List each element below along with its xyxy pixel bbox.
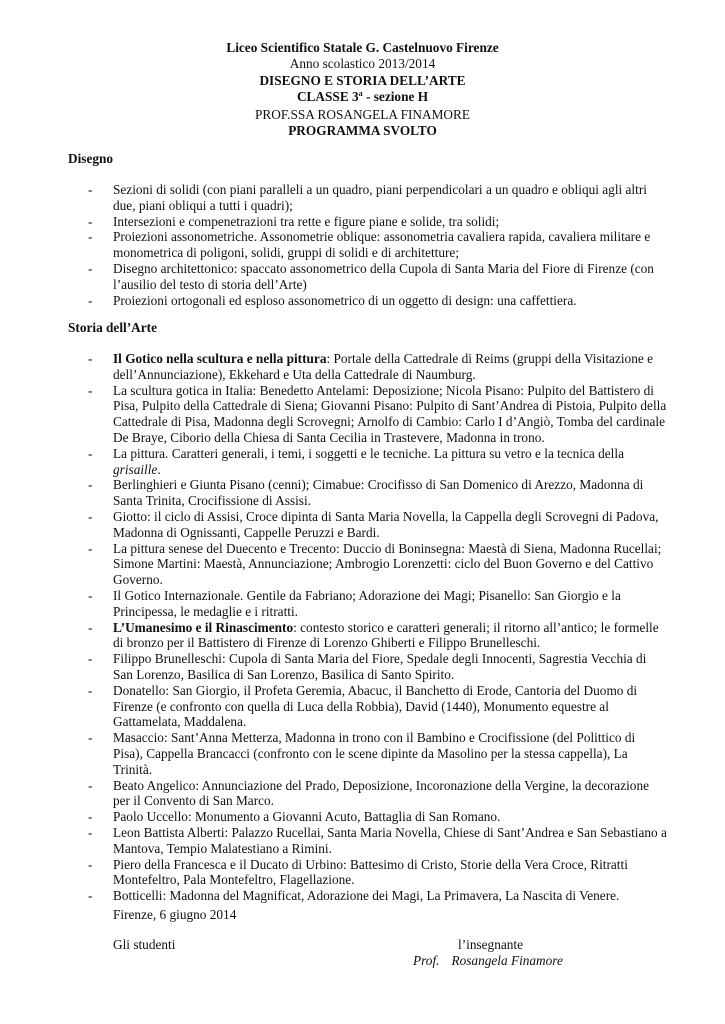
list-item: - L’Umanesimo e il Rinascimento: contesto storico e caratteri generali; il ritorno all’antico; le formelle di bronzo per il Battistero di Firenze di Lorenzo Ghiberti e Filippo Brunelleschi. <box>88 619 659 651</box>
students-label: Gli studenti <box>113 937 176 952</box>
bullet-dash: - <box>88 229 93 245</box>
section-title-storia: Storia dell’Arte <box>68 320 157 335</box>
list-item: - Sezioni di solidi (con piani paralleli a un quadro, piani perpendicolari a un quadro e obliqui agli altri due, piani obliqui a tutti i quadri); <box>88 182 647 213</box>
list-item: - La pittura. Caratteri generali, i temi, i soggetti e le tecniche. La pittura su vetro e la tecnica della grisaille. <box>88 445 624 477</box>
bullet-dash: - <box>88 824 93 840</box>
emphasis-gotico: Il Gotico nella scultura e nella pittura <box>113 351 327 366</box>
list-item: - Donatello: San Giorgio, il Profeta Geremia, Abacuc, il Banchetto di Erode, Cantoria del Duomo di Firenze (e confronto con quella di Luca della Robbia), David (1440), Monumento equestre al Gattamelata, Maddalena. <box>88 682 638 730</box>
list-item: - Il Gotico Internazionale. Gentile da Fabriano; Adorazione dei Magi; Pisanello: San Giorgio e la Principessa, le medaglie e i ritratti. <box>88 587 621 619</box>
class-suffix: - sezione H <box>362 88 429 104</box>
bullet-dash: - <box>88 508 93 524</box>
list-item: - La pittura senese del Duecento e Trecento: Duccio di Boninsegna: Maestà di Siena, Madonna Rucellai; Simone Martini: Maestà, Annunciazione; Ambrogio Lorenzetti: ciclo del Buon Governo e del Cattivo Governo. <box>88 540 662 588</box>
list-item: - Leon Battista Alberti: Palazzo Rucellai, Santa Maria Novella, Chiese di Sant’Andrea e San Sebastiano a Mantova, Tempio Malatestiano a Rimini. <box>88 824 667 856</box>
list-item: - Botticelli: Madonna del Magnificat, Adorazione dei Magi, La Primavera, La Nascita di Venere. <box>88 888 620 904</box>
teacher-label: l’insegnante <box>458 937 523 952</box>
bullet-dash: - <box>88 682 93 698</box>
teacher-line: PROF.SSA ROSANGELA FINAMORE <box>254 107 471 123</box>
school-name: Liceo Scientifico Statale G. Castelnuovo Firenze <box>226 40 499 55</box>
place-date: Firenze, 6 giugno 2014 <box>113 907 237 922</box>
list-item: - Piero della Francesca e il Ducato di Urbino: Battesimo di Cristo, Storie della Vera Croce, Ritratti Montefeltro, Pala Montefeltro, Flagellazione. <box>88 856 628 888</box>
bullet-dash: - <box>88 213 93 229</box>
bullet-dash: - <box>88 260 93 276</box>
bullet-dash: - <box>88 477 93 493</box>
list-item: - Filippo Brunelleschi: Cupola di Santa Maria del Fiore, Spedale degli Innocenti, Sagrestia Vecchia di San Lorenzo, Basilica di San Lorenzo, Basilica di Santo Spirito. <box>88 651 647 682</box>
list-item: - Proiezioni ortogonali ed esploso assonometrico di un oggetto di design: una caffettiera. <box>88 292 577 308</box>
document-header <box>0 40 725 140</box>
list-item: - Paolo Uccello: Monumento a Giovanni Acuto, Battaglia di San Romano. <box>88 809 501 825</box>
document-title: PROGRAMMA SVOLTO <box>288 123 437 139</box>
bullet-dash: - <box>88 809 93 825</box>
bullet-dash: - <box>88 292 93 308</box>
list-item: - Intersezioni e compenetrazioni tra rette e figure piane e solide, tra solidi; <box>88 213 500 229</box>
section-title-disegno: Disegno <box>68 151 114 166</box>
emphasis-umanesimo: L’Umanesimo e il Rinascimento <box>113 619 294 635</box>
list-item: - Beato Angelico: Annunciazione del Prado, Deposizione, Incoronazione della Vergine, la decorazione per il Convento di San Marco. <box>88 777 649 809</box>
teacher-prefix: Prof. <box>413 953 440 968</box>
list-item: - Il Gotico nella scultura e nella pittura: Portale della Cattedrale di Reims (gruppi della Visitazione e dell’Annunciazione), Ekkehard e Uta della Cattedrale di Naumburg. <box>88 351 653 382</box>
bullet-dash: - <box>88 351 93 366</box>
bullet-dash: - <box>88 888 93 904</box>
bullet-dash: - <box>88 445 93 461</box>
teacher-name: Rosangela Finamore <box>451 953 563 968</box>
bullet-dash: - <box>88 382 93 398</box>
list-item: - Disegno architettonico: spaccato assonometrico della Cupola di Santa Maria del Fiore di Firenze (con l’ausilio del testo di storia dell’Arte) <box>88 260 654 292</box>
bullet-dash: - <box>88 651 93 667</box>
subject-title: DISEGNO E STORIA DELL’ARTE <box>259 72 466 88</box>
bullet-dash: - <box>88 540 93 556</box>
list-item: - La scultura gotica in Italia: Benedetto Antelami: Deposizione; Nicola Pisano: Pulpito del Battistero di Pisa, Pulpito della Cattedrale di Siena; Giovanni Pisano: Pulpito di Sant’Andrea di Pistoia, Pulpito della Cattedrale di Pisa, Madonna degli Scrovegni; Arnolfo di Cambio: Carlo I d’Angiò, Tomba del cardinale De Braye, Ciborio della Chiesa di Santa Cecilia in Trastevere, Madonna in trono. <box>88 382 667 445</box>
bullet-dash: - <box>88 730 93 746</box>
list-item: - Berlinghieri e Giunta Pisano (cenni); Cimabue: Crocifisso di San Domenico di Arezzo, Madonna di Santa Trinita, Crocifissione di Assisi. <box>88 477 644 509</box>
list-item: - Proiezioni assonometriche. Assonometrie oblique: assonometria cavaliera rapida, cavaliera militare e monometrica di poligoni, solidi, gruppi di solidi e di architetture; <box>88 229 651 261</box>
teacher-signature <box>413 953 563 969</box>
bullet-dash: - <box>88 777 93 793</box>
storia-list <box>88 351 668 904</box>
bullet-dash: - <box>88 587 93 603</box>
disegno-list <box>88 182 668 308</box>
list-item: - Masaccio: Sant’Anna Metterza, Madonna in trono con il Bambino e Crocifissione (del Polittico di Pisa), Cappella Brancacci (confronto con le scene dipinte da Masolino per la stessa cappella), La Trinità. <box>88 730 636 777</box>
school-year: Anno scolastico 2013/2014 <box>289 56 436 72</box>
bullet-dash: - <box>88 856 93 872</box>
class-prefix: CLASSE 3 <box>296 88 359 104</box>
class-line <box>0 89 725 107</box>
italic-grisaille: grisaille <box>113 461 158 477</box>
bullet-dash: - <box>88 619 93 635</box>
list-item: - Giotto: il ciclo di Assisi, Croce dipinta di Santa Maria Novella, la Cappella degli Scrovegni di Padova, Madonna di Ognissanti, Cappelle Peruzzi e Bardi. <box>88 508 659 540</box>
class-superscript: a <box>358 88 363 98</box>
bullet-dash: - <box>88 182 93 197</box>
